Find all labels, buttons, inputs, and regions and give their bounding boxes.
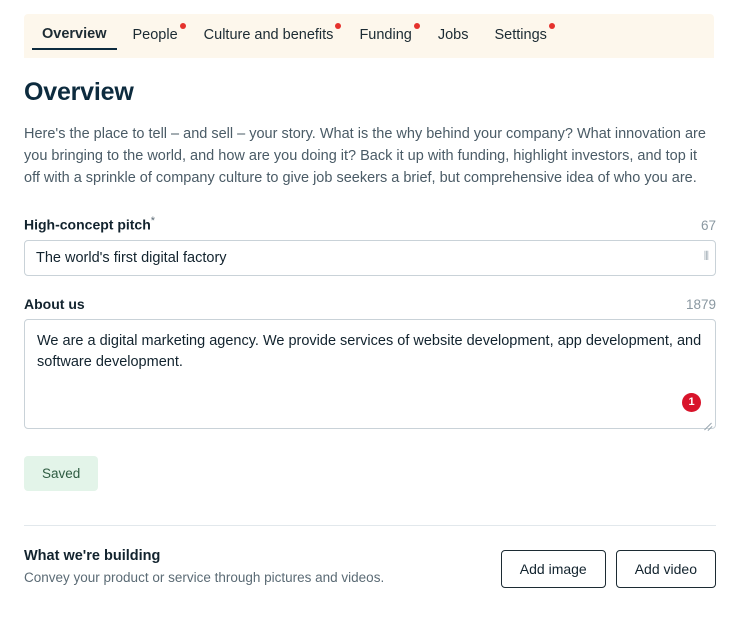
pitch-input[interactable]: [24, 240, 716, 276]
pitch-required-mark: *: [150, 215, 156, 227]
what-were-building-section: [24, 548, 716, 588]
pitch-label-text: High-concept pitch: [24, 216, 151, 233]
tab-culture-and-benefits-label: Culture and benefits: [203, 27, 334, 43]
tab-overview-label: Overview: [42, 26, 107, 42]
about-character-counter: 1879: [685, 296, 716, 312]
pitch-label: [24, 215, 155, 233]
tab-funding[interactable]: [349, 23, 421, 49]
tab-people-label: People: [132, 27, 178, 43]
tab-funding-alert-dot-icon: [414, 23, 420, 29]
pitch-input-wrap: [24, 240, 716, 276]
about-textarea[interactable]: [24, 319, 716, 429]
add-video-button[interactable]: Add video: [616, 550, 716, 588]
page-title: Overview: [24, 78, 134, 106]
tab-bar: [24, 14, 714, 58]
pitch-input-handle-icon: ⦀: [703, 248, 708, 263]
what-were-building-actions: [501, 550, 716, 588]
about-label-text: About us: [24, 295, 85, 312]
add-image-button[interactable]: Add image: [501, 550, 606, 588]
tab-settings-alert-dot-icon: [549, 23, 555, 29]
pitch-field-header: [24, 215, 716, 233]
overview-content: [24, 78, 716, 588]
tab-settings-label: Settings: [494, 27, 547, 43]
tab-settings[interactable]: [484, 23, 556, 49]
about-annotation-badge: 1: [682, 393, 701, 412]
what-were-building-text: [24, 548, 384, 585]
tab-culture-alert-dot-icon: [335, 23, 341, 29]
about-field-header: [24, 296, 716, 312]
tab-jobs-label: Jobs: [437, 27, 469, 43]
what-were-building-heading: What we're building: [24, 547, 161, 564]
tab-people-alert-dot-icon: [180, 23, 186, 29]
what-were-building-subtext: Convey your product or service through pictures and videos.: [24, 569, 385, 585]
about-textarea-wrap: [24, 319, 716, 434]
section-divider: [24, 525, 716, 526]
about-label: [24, 296, 85, 312]
status-badge: Saved: [24, 456, 98, 491]
tab-jobs[interactable]: [428, 23, 479, 49]
tab-overview[interactable]: [32, 22, 117, 50]
pitch-character-counter: 67: [700, 217, 716, 233]
page-intro-text: Here's the place to tell – and sell – your story. What is the why behind your company? What innovation are you bringing to the world, and how are you doing it? Back it up with funding, highlight investors, and top it off with a sprinkle of company culture to give job seekers a brief, but comprehensive idea of who you are.: [24, 126, 706, 186]
tab-culture-and-benefits[interactable]: [194, 23, 344, 49]
tab-people[interactable]: [123, 23, 188, 49]
tab-funding-label: Funding: [359, 27, 412, 43]
